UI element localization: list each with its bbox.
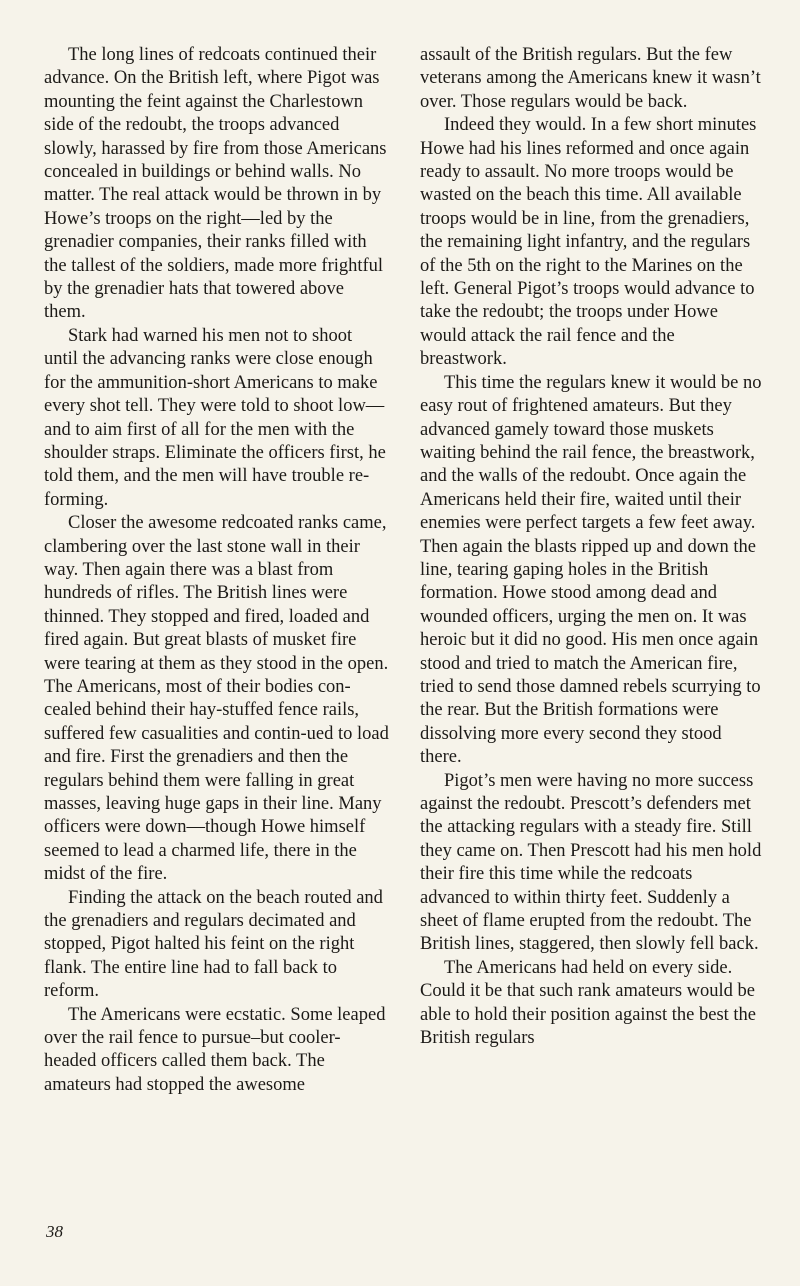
right-column	[420, 44, 765, 1050]
paragraph: Closer the awesome redcoated ranks came, clambering over the last stone wall in their way. Then again there was a blast from hundreds of rifles. The British lines were thinned. They stopped and fired, loaded and fired again. But great blasts of musket fire were tearing at them as they stood in the open. The Americans, most of their bodies con-cealed behind their hay-stuffed fence rails, suffered few casualities and contin-ued to load and fire. First the grenadiers and then the regulars behind them were falling in great masses, leaving huge gaps in their line. Many officers were down—though Howe himself seemed to lead a charmed life, there in the midst of the fire.	[44, 513, 389, 885]
paragraph-continued: assault of the British regulars. But the few veterans among the Americans knew it wasn’t over. Those regulars would be back.	[420, 45, 761, 112]
paragraph: Finding the attack on the beach routed and the grenadiers and regulars decimated and stopped, Pigot halted his feint on the right flank. The entire line had to fall back to reform.	[44, 887, 383, 1002]
paragraph: This time the regulars knew it would be no easy rout of frightened amateurs. But they advanced gamely toward those muskets waiting behind the rail fence, the breastwork, and the walls of the redoubt. Once again the Americans held their fire, waited until their enemies were perfect targets a few feet away. Then again the blasts ripped up and down the line, tearing gaping holes in the British formation. Howe stood among dead and wounded officers, urging the men on. It was heroic but it did no good. His men once again stood and tried to match the American fire, tried to send those damned rebels scurrying to the rear. But the British formations were dissolving more every second they stood there.	[420, 372, 762, 768]
left-column	[44, 44, 389, 1097]
paragraph: The Americans were ecstatic. Some leaped over the rail fence to pursue–but cooler-headed officers called them back. The amateurs had stopped the awesome	[44, 1004, 386, 1095]
page-number: 38	[46, 1222, 63, 1241]
paragraph: Stark had warned his men not to shoot until the advancing ranks were close enough for the ammunition-short Americans to make every shot tell. They were told to shoot low—and to aim first of all for the men with the shoulder straps. Eliminate the officers first, he told them, and the men will have trouble re-forming.	[44, 325, 386, 510]
paragraph: Pigot’s men were having no more success against the redoubt. Prescott’s defenders met the attacking regulars with a steady fire. Still they came on. Then Prescott had his men hold their fire this time while the redcoats advanced to within thirty feet. Suddenly a sheet of flame erupted from the redoubt. The British lines, staggered, then slowly fell back.	[420, 770, 762, 955]
paragraph: Indeed they would. In a few short minutes Howe had his lines reformed and once again ready to assault. No more troops would be wasted on the beach this time. All available troops would be in line, from the grenadiers, the remaining light infantry, and the regulars of the 5th on the right to the Marines on the left. General Pigot’s troops would advance to take the redoubt; the troops under Howe would attack the rail fence and the breastwork.	[420, 115, 757, 370]
paragraph: The Americans had held on every side. Could it be that such rank amateurs would be able to hold their position against the best the British regulars	[420, 957, 757, 1049]
paragraph: The long lines of redcoats continued their advance. On the British left, where Pigot was mounting the feint against the Charlestown side of the redoubt, the troops advanced slowly, harassed by fire from those Americans concealed in buildings or behind walls. No matter. The real attack would be thrown in by Howe’s troops on the right—led by the grenadier companies, their ranks filled with the tallest of the soldiers, made more frightful by the grenadier hats that towered above them.	[44, 45, 387, 323]
